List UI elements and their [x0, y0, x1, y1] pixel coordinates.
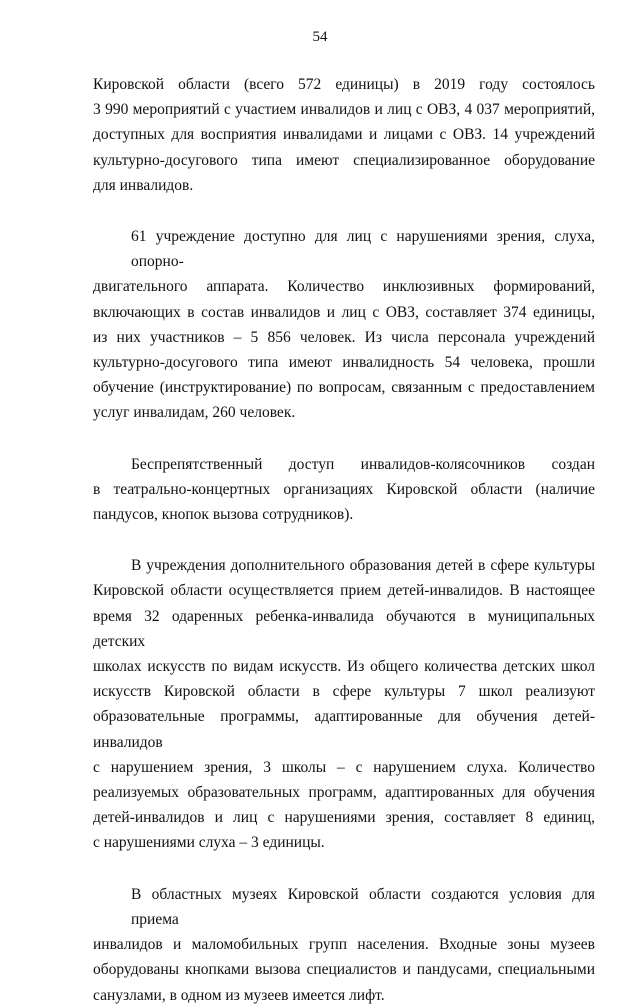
text-line: детей-инвалидов и лиц с нарушениями зрения, составляет 8 единиц, — [93, 809, 595, 827]
text-line: доступных для восприятия инвалидами и лицами с ОВЗ. 14 учреждений — [93, 126, 595, 144]
text-line: в театрально-концертных организациях Кировской области (наличие — [93, 480, 595, 498]
paragraph-5 — [93, 882, 595, 1008]
text-line: школах искусств по видам искусств. Из общего количества детских школ — [93, 658, 595, 676]
text-line: из них участников – 5 856 человек. Из числа персонала учреждений — [93, 328, 595, 346]
page-number: 54 — [312, 29, 328, 45]
paragraph-1 — [93, 72, 595, 198]
text-line: время 32 одаренных ребенка-инвалида обучаются в муниципальных детских — [93, 607, 595, 650]
text-line: Кировской области (всего 572 единицы) в 2019 году состоялось — [93, 76, 595, 93]
text-line: двигательного аппарата. Количество инклюзивных формирований, — [93, 278, 595, 296]
text-line: пандусов, кнопок вызова сотрудников). — [93, 506, 354, 524]
paragraph-3 — [93, 452, 595, 528]
paragraph-2 — [93, 224, 595, 426]
text-line: В областных музеях Кировской области создаются условия для приема — [131, 885, 595, 928]
text-line: включающих в состав инвалидов и лиц с ОВЗ, составляет 374 единицы, — [93, 303, 595, 321]
text-line: Кировской области осуществляется прием детей-инвалидов. В настоящее — [93, 582, 595, 600]
paragraph-4 — [93, 553, 595, 855]
page-body — [93, 72, 595, 1008]
text-line: искусств Кировской области в сфере культуры 7 школ реализуют — [93, 683, 595, 701]
text-line: культурно-досугового типа имеют специализированное оборудование — [93, 151, 595, 169]
text-line: инвалидов и маломобильных групп населения. Входные зоны музеев — [93, 936, 595, 954]
text-line: 3 990 мероприятий с участием инвалидов и лиц с ОВЗ, 4 037 мероприятий, — [93, 101, 595, 119]
text-line: с нарушениями слуха – 3 единицы. — [93, 834, 325, 852]
text-line: реализуемых образовательных программ, адаптированных для обучения — [93, 784, 595, 802]
text-line: 61 учреждение доступно для лиц с нарушениями зрения, слуха, опорно- — [131, 228, 595, 271]
text-line: В учреждения дополнительного образования детей в сфере культуры — [131, 557, 595, 575]
text-line: услуг инвалидам, 260 человек. — [93, 404, 296, 422]
text-line: санузлами, в одном из музеев имеется лифт. — [93, 986, 385, 1004]
text-line: оборудованы кнопками вызова специалистов и пандусами, специальными — [93, 961, 595, 979]
text-line: культурно-досугового типа имеют инвалидность 54 человека, прошли — [93, 354, 595, 372]
text-line: Беспрепятственный доступ инвалидов-колясочников создан — [131, 455, 595, 473]
text-line: с нарушением зрения, 3 школы – с нарушением слуха. Количество — [93, 758, 595, 776]
text-line: обучение (инструктирование) по вопросам, связанным с предоставлением — [93, 379, 595, 397]
text-line: для инвалидов. — [93, 176, 194, 194]
text-line: образовательные программы, адаптированные для обучения детей-инвалидов — [93, 708, 595, 751]
